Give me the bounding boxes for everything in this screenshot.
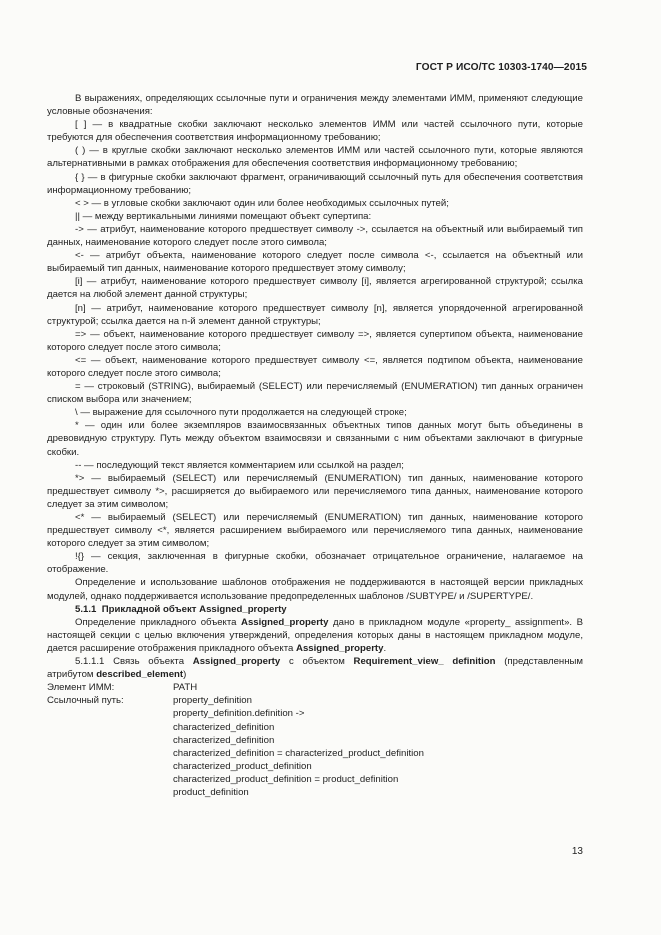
paragraph-extension-of: <* — выбираемый (SELECT) или перечисляемый (ENUMERATION) тип данных, наименование которого предшествует символу <*, является расширением выбираемого или перечисляемого типа данных, наименование которого следует за этим символом;	[47, 512, 583, 550]
imm-element-value: PATH	[173, 682, 198, 694]
paragraph-extends: *> — выбираемый (SELECT) или перечисляемый (ENUMERATION) тип данных, наименование которого предшествует символу *>, расширяется до выбираемого или перечисляемого типа данных, наименование которого следует за этим символом;	[47, 472, 583, 510]
reference-path-line: characterized_product_definition = product_definition	[173, 773, 399, 785]
paragraph-square-brackets: [ ] — в квадратные скобки заключают несколько элементов ИММ или частей ссылочного пути, которые требуются для обеспечения соответствия информационному требованию;	[47, 119, 583, 144]
paragraph-equals: = — строковый (STRING), выбираемый (SELECT) или перечисляемый (ENUMERATION) тип данных ограничен списком выбора или значением;	[47, 381, 583, 406]
paragraph-angle-brackets: < > — в угловые скобки заключают один или более необходимых ссылочных путей;	[75, 197, 449, 209]
document-body	[47, 92, 583, 799]
imm-element-row	[47, 681, 583, 694]
paragraph-backslash: \ — выражение для ссылочного пути продолжается на следующей строке;	[75, 407, 407, 419]
paragraph-supertype: => — объект, наименование которого предшествует символу =>, является супертипом объекта, наименование которого следует после этого символа;	[47, 328, 583, 353]
reference-path-line: characterized_definition	[173, 721, 275, 733]
paragraph-intro: В выражениях, определяющих ссылочные пути и ограничения между элементами ИММ, применяют следующие условные обозначения:	[47, 93, 583, 118]
paragraph-round-brackets: ( ) — в круглые скобки заключают несколько элементов ИММ или частей ссылочного пути, которые являются альтернативными в рамках отображения для обеспечения соответствия информационному требованию;	[47, 145, 583, 170]
paragraph-asterisk: * — один или более экземпляров взаимосвязанных объектных типов данных могут быть объединены в древовидную структуру. Путь между объектом взаимосвязи и связанными с ним объектами заключают в фигурные скобки.	[47, 420, 583, 458]
reference-path-line: product_definition	[173, 786, 249, 798]
reference-path-line: characterized_product_definition	[173, 760, 312, 772]
reference-path-label: Ссылочный путь:	[47, 695, 124, 707]
imm-element-label: Элемент ИММ:	[47, 682, 115, 694]
page-number: 13	[571, 846, 583, 857]
paragraph-arrow-right: -> — атрибут, наименование которого предшествует символу ->, ссылается на объектный или выбираемый тип данных, наименование которого следует после этого символа;	[47, 223, 583, 249]
paragraph-templates: Определение и использование шаблонов отображения не поддерживаются в настоящей версии прикладных модулей, однако поддерживается использование предопределенных шаблонов /SUBTYPE/ и /SUPERTYPE/.	[47, 577, 583, 602]
reference-path-line: characterized_definition = characterized_product_definition	[173, 747, 424, 759]
paragraph-vertical-lines: || — между вертикальными линиями помещают объект супертипа:	[75, 210, 372, 222]
reference-path-line: property_definition	[173, 695, 252, 707]
section-text: Определение прикладного объекта Assigned_property дано в прикладном модуле «property_ assignment». В настоящей секции с целью включения утверждений, определения которых даны в настоящем прикладном модуле, дается расширение отображения прикладного объекта Assigned_property.	[47, 616, 584, 654]
section-heading: 5.1.1 Прикладной объект Assigned_property	[75, 603, 287, 615]
paragraph-arrow-left: <- — атрибут объекта, наименование которого следует после символа <-, ссылается на объектный или выбираемый тип данных, наименование которого предшествует этому символу;	[47, 250, 583, 275]
subsection-heading: 5.1.1.1 Связь объекта Assigned_property с объектом Requirement_view_ definition (представленным атрибутом described_element)	[47, 656, 583, 681]
paragraph-comment: -- — последующий текст является комментарием или ссылкой на раздел;	[75, 459, 404, 471]
paragraph-index-i: [i] — атрибут, наименование которого предшествует символу [i], является агрегированной структурой; ссылка дается на любой элемент данной структуры;	[47, 276, 583, 301]
reference-path-line: property_definition.definition ->	[173, 708, 305, 720]
standard-header: ГОСТ Р ИСО/ТС 10303-1740—2015	[415, 62, 587, 73]
paragraph-curly-brackets: { } — в фигурные скобки заключают фрагмент, ограничивающий ссылочный путь для обеспечения соответствия информационному требованию;	[47, 171, 583, 196]
paragraph-index-n: [n] — атрибут, наименование которого предшествует символу [n], является упорядоченной агрегированной структурой; ссылка дается на n-й элемент данной структуры;	[47, 302, 583, 327]
reference-path-line: characterized_definition	[173, 734, 275, 746]
paragraph-negative-constraint: !{} — секция, заключенная в фигурные скобки, обозначает отрицательное ограничение, налагаемое на отображение.	[47, 551, 583, 576]
paragraph-subtype: <= — объект, наименование которого предшествует символу <=, является подтипом объекта, наименование которого следует после этого символа;	[47, 354, 583, 379]
reference-path-row	[47, 694, 583, 707]
